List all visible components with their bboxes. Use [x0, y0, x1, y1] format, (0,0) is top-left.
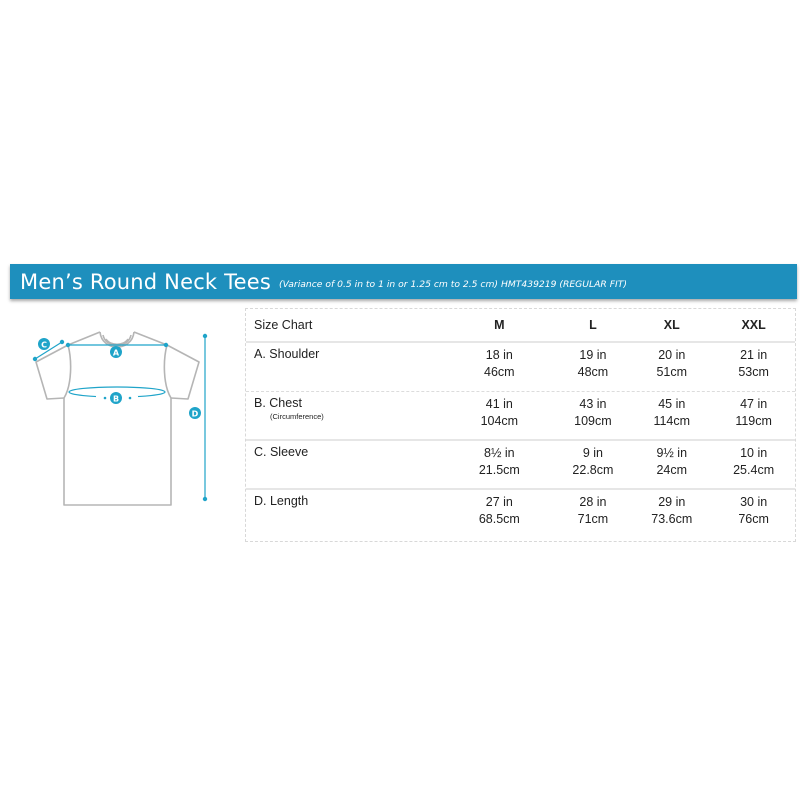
cell-m: 18 in 46cm [484, 348, 515, 379]
svg-text:C: C [41, 340, 47, 350]
marker-a-icon [110, 346, 122, 358]
table-row-length [246, 490, 795, 540]
marker-c-icon [38, 338, 50, 350]
cell-m: 41 in 104cm [480, 397, 519, 428]
column-header-xxl: XXL [741, 317, 766, 332]
table-row-chest [246, 392, 795, 441]
size-chart-table [245, 308, 796, 542]
svg-text:B: B [112, 394, 120, 404]
cell-xl: 45 in 114cm [653, 397, 691, 428]
cell-xxl: 30 in 76cm [738, 495, 769, 526]
cell-l: 19 in 48cm [577, 348, 609, 379]
size-chart-heading: Size Chart [254, 318, 313, 332]
cell-m: 27 in 68.5cm [478, 495, 520, 526]
row-label: A. Shoulder [254, 347, 320, 361]
cell-xxl: 21 in 53cm [738, 348, 769, 379]
cell-l: 43 in 109cm [574, 397, 612, 428]
table-row-sleeve [246, 441, 795, 490]
table-header-row [246, 309, 795, 343]
marker-b-icon [96, 392, 138, 404]
marker-d-icon [189, 407, 201, 419]
svg-text:D: D [191, 409, 199, 419]
page-title: Men’s Round Neck Tees [20, 269, 272, 294]
tshirt-outline-icon [20, 300, 230, 510]
row-note: (Circumference) [270, 412, 324, 421]
cell-l: 28 in 71cm [577, 495, 609, 526]
column-header-xl: XL [663, 317, 680, 332]
row-label: D. Length [254, 494, 309, 508]
tshirt-diagram [20, 300, 230, 510]
cell-xl: 9½ in 24cm [656, 446, 688, 477]
cell-l: 9 in 22.8cm [572, 446, 614, 477]
title-banner [10, 264, 797, 299]
svg-text:A: A [112, 348, 120, 358]
cell-xl: 29 in 73.6cm [651, 495, 693, 526]
cell-xl: 20 in 51cm [656, 348, 688, 379]
table-row-shoulder [246, 343, 795, 392]
row-label: C. Sleeve [254, 445, 309, 459]
page-subtitle: (Variance of 0.5 in to 1 in or 1.25 cm to 2.5 cm) HMT439219 (REGULAR FIT) [279, 279, 627, 290]
row-label: B. Chest (Circumference) [246, 396, 450, 421]
column-header-l: L [589, 317, 597, 332]
cell-xxl: 10 in 25.4cm [733, 446, 775, 477]
cell-xxl: 47 in 119cm [735, 397, 772, 428]
column-header-m: M [494, 317, 505, 332]
cell-m: 8½ in 21.5cm [478, 446, 520, 477]
